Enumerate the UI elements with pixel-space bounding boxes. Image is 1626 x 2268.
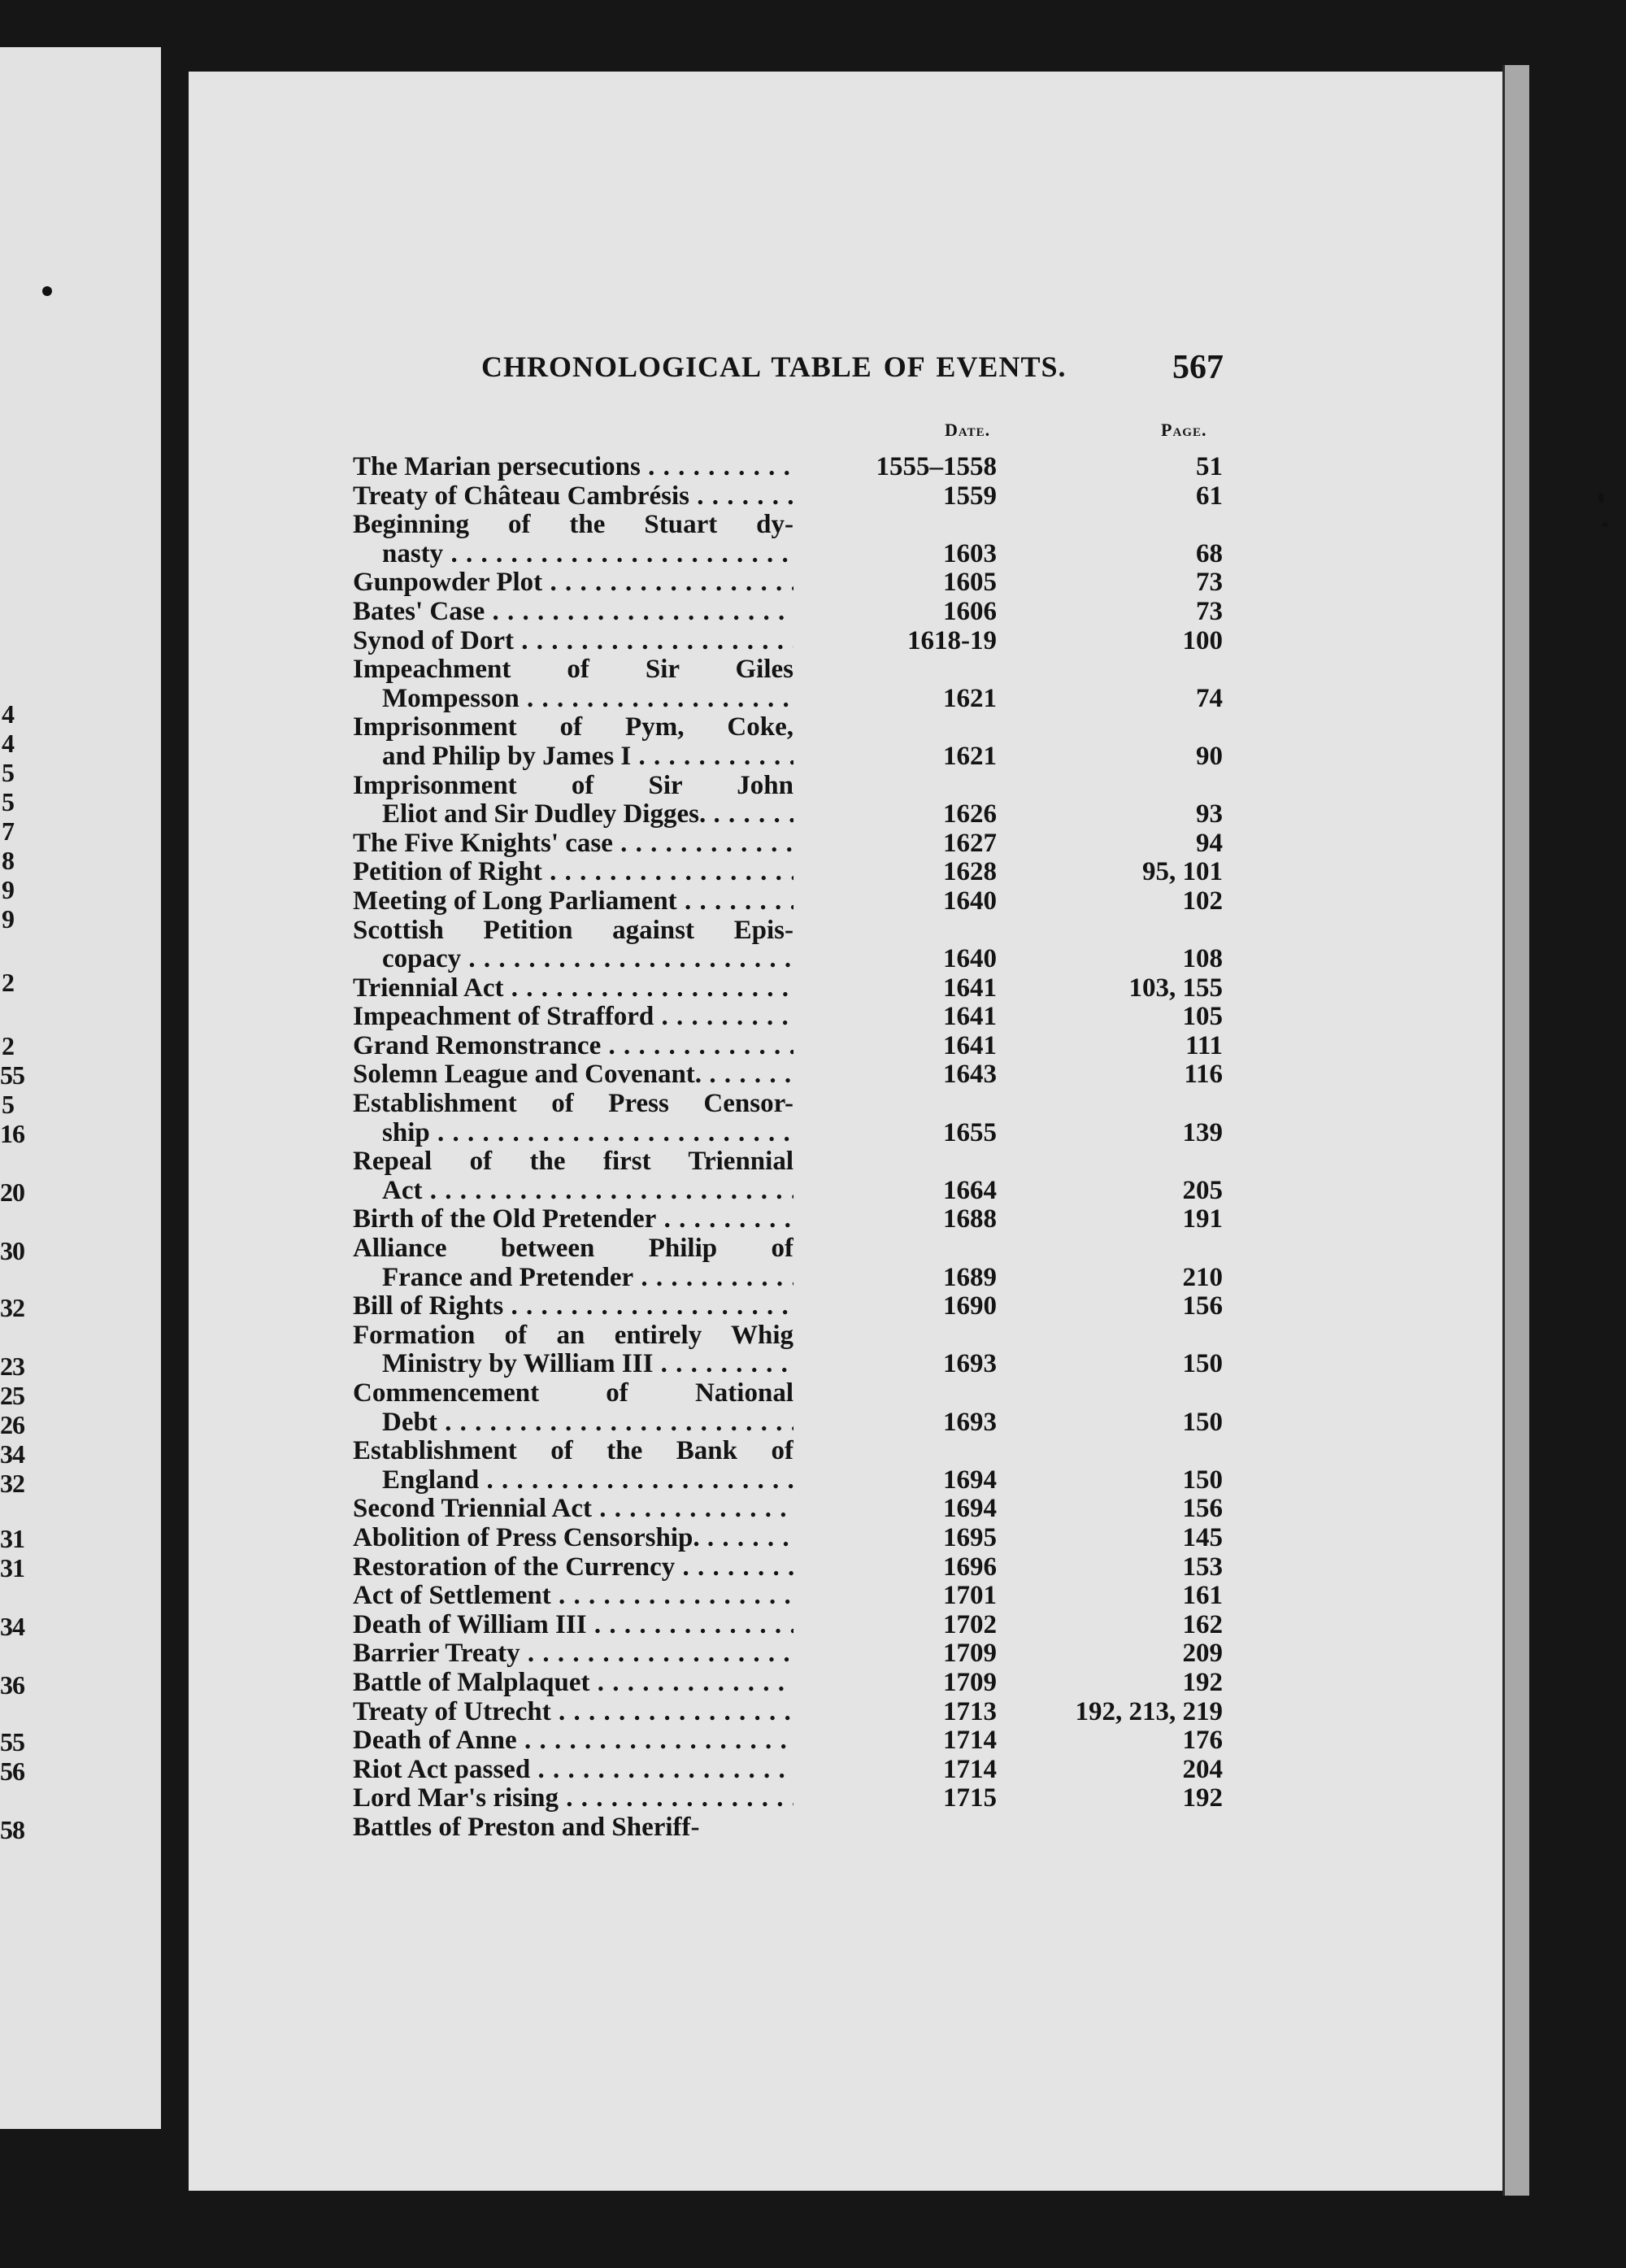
- page-column-header: Page.: [1161, 420, 1207, 440]
- event-name: The Marian persecutions . . .: [353, 453, 793, 482]
- event-date: 1715: [943, 1783, 997, 1813]
- facing-page-number: 34: [0, 1612, 24, 1641]
- event-entry: [353, 974, 1231, 1003]
- event-line: [353, 1756, 1231, 1785]
- event-line: [353, 1003, 1231, 1032]
- event-line: [353, 1611, 1231, 1640]
- event-name: Bates' Case . . .: [353, 598, 793, 627]
- event-date: 1693: [943, 1407, 997, 1437]
- event-name: Beginning of the Stuart dy-: [353, 511, 793, 540]
- event-line: [353, 598, 1231, 627]
- event-date: 1701: [943, 1581, 997, 1611]
- event-line: [353, 1234, 1231, 1264]
- event-entry: [353, 1669, 1231, 1698]
- event-line: [353, 1466, 1231, 1495]
- event-name-continued: England . . .: [353, 1466, 793, 1495]
- book-page-edge: [1502, 65, 1529, 2196]
- event-name: Commencement of National: [353, 1379, 793, 1408]
- event-entry: [353, 1090, 1231, 1147]
- event-name: Act of Settlement . . .: [353, 1582, 793, 1611]
- event-name: Riot Act passed . . .: [353, 1756, 793, 1785]
- event-line: [353, 1408, 1231, 1438]
- facing-page-edge: [0, 47, 161, 2129]
- event-entry: [353, 655, 1231, 713]
- event-line: [353, 887, 1231, 916]
- event-date: 1689: [943, 1262, 997, 1292]
- event-line: [353, 800, 1231, 829]
- event-page-ref: 156: [1182, 1291, 1223, 1321]
- event-entry: [353, 453, 1231, 482]
- event-page-ref: 204: [1182, 1754, 1223, 1784]
- facing-page-number: 56: [0, 1757, 24, 1786]
- event-line: [353, 1060, 1231, 1090]
- event-line: [353, 1032, 1231, 1061]
- event-date: 1641: [943, 1030, 997, 1060]
- event-line: [353, 1524, 1231, 1553]
- event-name: Scottish Petition against Epis-: [353, 916, 793, 945]
- event-entry: [353, 1756, 1231, 1785]
- event-line: [353, 1321, 1231, 1351]
- event-entry: [353, 916, 1231, 974]
- event-line: [353, 1495, 1231, 1524]
- facing-page-number: 5: [2, 758, 14, 787]
- event-entry: [353, 1292, 1231, 1321]
- event-name: Battles of Preston and Sheriff-: [353, 1813, 700, 1842]
- event-date: 1627: [943, 828, 997, 858]
- event-line: [353, 1437, 1231, 1466]
- event-date: 1714: [943, 1754, 997, 1784]
- date-column-header: Date.: [945, 420, 991, 440]
- facing-page-number: 36: [0, 1670, 24, 1700]
- event-line: [353, 1379, 1231, 1408]
- event-date: 1713: [943, 1696, 997, 1726]
- event-line: [353, 540, 1231, 569]
- event-date: 1690: [943, 1291, 997, 1321]
- event-line: [353, 829, 1231, 859]
- event-name: Alliance between Philip of: [353, 1234, 793, 1264]
- events-table: [353, 453, 1231, 1843]
- event-page-ref: 68: [1196, 538, 1223, 568]
- event-page-ref: 139: [1182, 1117, 1223, 1147]
- event-entry: [353, 1234, 1231, 1292]
- event-entry: [353, 1379, 1231, 1437]
- facing-page-number: 30: [0, 1236, 24, 1265]
- event-page-ref: 95, 101: [1142, 857, 1223, 887]
- event-entry: [353, 1726, 1231, 1756]
- event-date: 1694: [943, 1465, 997, 1495]
- event-page-ref: 90: [1196, 741, 1223, 771]
- event-name: Grand Remonstrance . . .: [353, 1032, 793, 1061]
- event-name: Birth of the Old Pretender . . .: [353, 1205, 793, 1234]
- event-page-ref: 150: [1182, 1407, 1223, 1437]
- event-name: Impeachment of Strafford . . .: [353, 1003, 793, 1032]
- event-line: [353, 1147, 1231, 1177]
- event-line: [353, 1119, 1231, 1148]
- event-name: Repeal of the first Triennial: [353, 1147, 793, 1177]
- event-date: 1559: [943, 481, 997, 511]
- event-page-ref: 191: [1182, 1204, 1223, 1234]
- event-page-ref: 156: [1182, 1494, 1223, 1524]
- event-date: 1640: [943, 944, 997, 974]
- event-name-continued: copacy . . .: [353, 945, 793, 974]
- event-name-continued: and Philip by James I . . .: [353, 742, 793, 772]
- event-entry: [353, 1524, 1231, 1553]
- event-name: Death of Anne . . .: [353, 1726, 793, 1756]
- event-page-ref: 161: [1182, 1581, 1223, 1611]
- event-entry: [353, 1003, 1231, 1032]
- event-date: 1655: [943, 1117, 997, 1147]
- event-page-ref: 93: [1196, 799, 1223, 829]
- page-number: 567: [1172, 349, 1224, 386]
- event-name: Imprisonment of Sir John: [353, 771, 793, 800]
- event-line: [353, 1698, 1231, 1727]
- event-line: [353, 453, 1231, 482]
- event-date: 1606: [943, 596, 997, 626]
- facing-page-number: 5: [2, 1090, 14, 1119]
- event-name: Barrier Treaty . . .: [353, 1639, 793, 1669]
- facing-page-number: 4: [2, 729, 14, 758]
- event-line: [353, 772, 1231, 801]
- event-name-continued: Debt . . .: [353, 1408, 793, 1438]
- scan-speck: [42, 286, 52, 296]
- event-entry: [353, 511, 1231, 568]
- event-name-continued: Eliot and Sir Dudley Digges. . . .: [353, 800, 793, 829]
- event-name: Abolition of Press Censorship. . . .: [353, 1524, 793, 1553]
- event-name-continued: Mompesson . . .: [353, 685, 793, 714]
- facing-page-number: 16: [0, 1119, 24, 1148]
- event-date: 1688: [943, 1204, 997, 1234]
- event-entry: [353, 1205, 1231, 1234]
- event-name-continued: France and Pretender . . .: [353, 1264, 793, 1293]
- scan-speck: [1602, 522, 1608, 527]
- page-title: CHRONOLOGICAL TABLE OF EVENTS.: [481, 350, 1067, 383]
- facing-page-number: 20: [0, 1178, 24, 1207]
- event-date: 1641: [943, 973, 997, 1003]
- event-entry: [353, 1032, 1231, 1061]
- event-page-ref: 145: [1182, 1522, 1223, 1552]
- event-entry: [353, 1147, 1231, 1205]
- event-page-ref: 111: [1185, 1030, 1223, 1060]
- event-page-ref: 100: [1182, 625, 1223, 655]
- event-entry: [353, 1813, 1231, 1843]
- facing-page-number: 2: [2, 1031, 14, 1060]
- event-entry: [353, 1582, 1231, 1611]
- event-page-ref: 150: [1182, 1349, 1223, 1379]
- event-entry: [353, 1495, 1231, 1524]
- event-page-ref: 73: [1196, 596, 1223, 626]
- event-entry: [353, 568, 1231, 598]
- event-entry: [353, 887, 1231, 916]
- event-page-ref: 150: [1182, 1465, 1223, 1495]
- facing-page-number: 58: [0, 1815, 24, 1844]
- event-page-ref: 94: [1196, 828, 1223, 858]
- event-page-ref: 116: [1184, 1060, 1223, 1090]
- event-date: 1696: [943, 1552, 997, 1582]
- scan-speck: [1598, 493, 1604, 503]
- event-date: 1618-19: [907, 625, 997, 655]
- event-name: Gunpowder Plot . . .: [353, 568, 793, 598]
- event-name: Battle of Malplaquet . . .: [353, 1669, 793, 1698]
- event-entry: [353, 858, 1231, 887]
- event-line: [353, 916, 1231, 946]
- event-name: Treaty of Château Cambrésis . . .: [353, 482, 793, 511]
- event-line: [353, 1784, 1231, 1813]
- event-page-ref: 192: [1182, 1667, 1223, 1697]
- event-date: 1694: [943, 1494, 997, 1524]
- facing-page-number: 26: [0, 1410, 24, 1439]
- event-page-ref: 61: [1196, 481, 1223, 511]
- event-line: [353, 1669, 1231, 1698]
- event-page-ref: 162: [1182, 1609, 1223, 1639]
- event-name: Lord Mar's rising . . .: [353, 1784, 793, 1813]
- event-line: [353, 655, 1231, 685]
- event-line: [353, 511, 1231, 540]
- event-date: 1695: [943, 1522, 997, 1552]
- event-line: [353, 1205, 1231, 1234]
- event-name-continued: Act . . .: [353, 1177, 793, 1206]
- event-name: Solemn League and Covenant. . . .: [353, 1060, 793, 1090]
- event-name: Treaty of Utrecht . . .: [353, 1698, 793, 1727]
- event-date: 1641: [943, 1002, 997, 1032]
- event-name: Restoration of the Currency . . .: [353, 1553, 793, 1582]
- event-date: 1621: [943, 741, 997, 771]
- event-name: Formation of an entirely Whig: [353, 1321, 793, 1350]
- event-line: [353, 1726, 1231, 1756]
- event-date: 1709: [943, 1639, 997, 1669]
- event-name: Establishment of the Bank of: [353, 1437, 793, 1466]
- event-line: [353, 1813, 1231, 1843]
- event-date: 1628: [943, 857, 997, 887]
- event-page-ref: 153: [1182, 1552, 1223, 1582]
- event-page-ref: 192, 213, 219: [1075, 1696, 1223, 1726]
- event-page-ref: 176: [1182, 1726, 1223, 1756]
- event-line: [353, 974, 1231, 1003]
- event-name: Meeting of Long Parliament . . .: [353, 887, 793, 916]
- event-entry: [353, 1698, 1231, 1727]
- event-page-ref: 51: [1196, 452, 1223, 481]
- event-name: Synod of Dort . . .: [353, 627, 793, 656]
- event-name: Bill of Rights . . .: [353, 1292, 793, 1321]
- facing-page-number: 9: [2, 904, 14, 934]
- event-entry: [353, 1321, 1231, 1379]
- event-entry: [353, 1639, 1231, 1669]
- event-line: [353, 1177, 1231, 1206]
- event-line: [353, 1264, 1231, 1293]
- event-line: [353, 1350, 1231, 1379]
- facing-page-number: 2: [2, 968, 14, 997]
- facing-page-number: 55: [0, 1727, 24, 1757]
- event-page-ref: 192: [1182, 1783, 1223, 1813]
- facing-page-number: 5: [2, 787, 14, 816]
- event-line: [353, 1090, 1231, 1119]
- event-name: Second Triennial Act . . .: [353, 1495, 793, 1524]
- event-entry: [353, 829, 1231, 859]
- facing-page-number: 32: [0, 1469, 24, 1498]
- event-date: 1702: [943, 1609, 997, 1639]
- event-entry: [353, 482, 1231, 511]
- event-line: [353, 1292, 1231, 1321]
- event-name: Imprisonment of Pym, Coke,: [353, 713, 793, 742]
- event-entry: [353, 1060, 1231, 1090]
- event-entry: [353, 713, 1231, 771]
- facing-page-number: 34: [0, 1439, 24, 1469]
- event-name: Death of William III . . .: [353, 1611, 793, 1640]
- facing-page-number: 55: [0, 1060, 24, 1090]
- event-date: 1621: [943, 683, 997, 713]
- event-line: [353, 858, 1231, 887]
- event-name: The Five Knights' case . . .: [353, 829, 793, 859]
- event-date: 1603: [943, 538, 997, 568]
- event-line: [353, 627, 1231, 656]
- event-page-ref: 105: [1182, 1002, 1223, 1032]
- event-line: [353, 568, 1231, 598]
- event-date: 1640: [943, 886, 997, 916]
- event-line: [353, 482, 1231, 511]
- event-page-ref: 102: [1182, 886, 1223, 916]
- event-entry: [353, 1784, 1231, 1813]
- event-name: Establishment of Press Censor-: [353, 1090, 793, 1119]
- event-entry: [353, 627, 1231, 656]
- event-line: [353, 1639, 1231, 1669]
- event-line: [353, 713, 1231, 742]
- event-line: [353, 1553, 1231, 1582]
- event-line: [353, 945, 1231, 974]
- facing-page-number: 32: [0, 1293, 24, 1322]
- event-name: Impeachment of Sir Giles: [353, 655, 793, 685]
- event-line: [353, 742, 1231, 772]
- facing-page-number: 8: [2, 846, 14, 875]
- event-date: 1709: [943, 1667, 997, 1697]
- event-page-ref: 210: [1182, 1262, 1223, 1292]
- event-date: 1555–1558: [876, 452, 997, 481]
- event-name: Triennial Act . . .: [353, 974, 793, 1003]
- event-name-continued: Ministry by William III . . .: [353, 1350, 793, 1379]
- event-date: 1664: [943, 1175, 997, 1205]
- event-entry: [353, 772, 1231, 829]
- event-date: 1693: [943, 1349, 997, 1379]
- facing-page-number: 31: [0, 1553, 24, 1582]
- facing-page-number: 23: [0, 1352, 24, 1381]
- event-date: 1605: [943, 568, 997, 598]
- event-page-ref: 73: [1196, 568, 1223, 598]
- event-name-continued: ship . . .: [353, 1119, 793, 1148]
- event-name: Petition of Right . . .: [353, 858, 793, 887]
- event-line: [353, 1582, 1231, 1611]
- event-date: 1626: [943, 799, 997, 829]
- event-entry: [353, 1437, 1231, 1495]
- facing-page-number: 7: [2, 816, 14, 846]
- facing-page-number: 25: [0, 1381, 24, 1410]
- facing-page-number: 31: [0, 1524, 24, 1553]
- facing-page-number: 9: [2, 875, 14, 904]
- event-entry: [353, 1611, 1231, 1640]
- event-entry: [353, 598, 1231, 627]
- event-page-ref: 74: [1196, 683, 1223, 713]
- event-page-ref: 103, 155: [1128, 973, 1223, 1003]
- event-entry: [353, 1553, 1231, 1582]
- event-date: 1643: [943, 1060, 997, 1090]
- facing-page-number: 4: [2, 699, 14, 729]
- event-line: [353, 685, 1231, 714]
- event-page-ref: 205: [1182, 1175, 1223, 1205]
- event-page-ref: 108: [1182, 944, 1223, 974]
- event-date: 1714: [943, 1726, 997, 1756]
- event-page-ref: 209: [1182, 1639, 1223, 1669]
- event-name-continued: nasty . . .: [353, 540, 793, 569]
